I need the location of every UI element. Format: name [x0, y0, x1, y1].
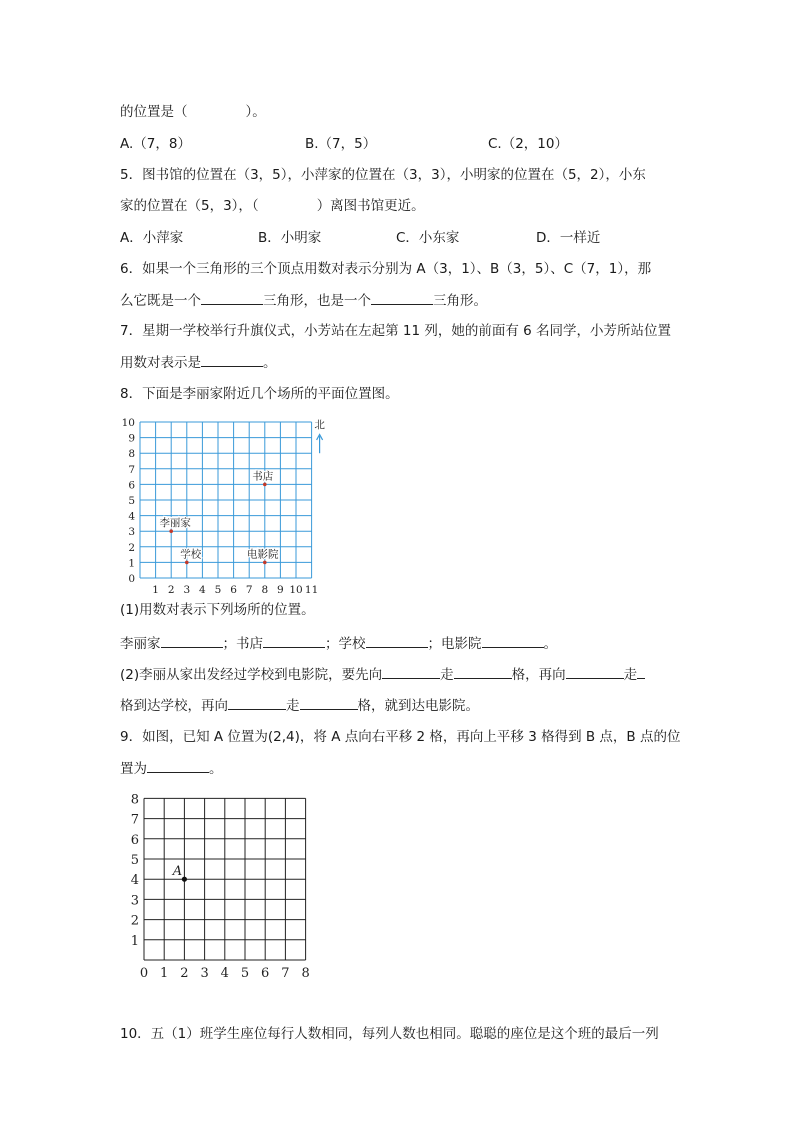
x-tick-label: 0 [139, 966, 149, 980]
x-tick-label: 1 [152, 584, 159, 596]
x-tick-label: 6 [261, 966, 270, 980]
q8-blank-dir-1[interactable] [382, 664, 440, 679]
q5-option-b[interactable]: B．小明家 [258, 230, 322, 246]
q6-line2-b: 三角形，也是一个 [263, 293, 371, 309]
q8-blank-steps-3[interactable] [300, 695, 358, 710]
map-point-label: 李丽家 [159, 517, 191, 530]
q8-sub1: (1)用数对表示下列场所的位置。 [120, 602, 315, 618]
q8-line1: 8．下面是李丽家附近几个场所的平面位置图。 [120, 386, 399, 402]
q8-sub2-text-2: 走 [440, 667, 454, 683]
q9-line1: 9．如图，已知 A 位置为(2,4)，将 A 点向右平移 2 格，再向上平移 3 格得到 B 点，B 点的位 [120, 729, 681, 745]
y-tick-label: 5 [130, 853, 139, 868]
q8-sub2-line1 [120, 664, 645, 685]
x-tick-label: 3 [200, 966, 209, 980]
y-tick-label: 6 [128, 479, 135, 492]
q9-blank[interactable] [147, 758, 209, 773]
x-tick-label: 5 [240, 966, 250, 980]
x-tick-label: 4 [199, 584, 206, 596]
q9-line2 [120, 758, 223, 779]
y-tick-label: 8 [130, 792, 139, 808]
q8-blank-dianyingyuan[interactable] [482, 633, 544, 648]
q8-blank-dir-2[interactable] [566, 664, 624, 679]
q5-line2 [120, 196, 425, 216]
q8-blank-xuexiao[interactable] [366, 633, 428, 648]
q7-line2-b: 。 [263, 355, 277, 371]
x-tick-label: 2 [167, 584, 175, 596]
x-tick-label: 8 [301, 966, 310, 980]
q8-sub2-text-1: (2)李丽从家出发经过学校到电影院，要先向 [120, 667, 383, 683]
q8-blank-shudian[interactable] [263, 633, 325, 648]
map-point-label: 书店 [252, 470, 274, 483]
q5-line2-a: 家的位置在（5，3），（ [120, 198, 259, 214]
q6-line2 [120, 290, 487, 311]
q5-option-d[interactable]: D．一样近 [536, 230, 601, 246]
y-tick-label: 8 [128, 448, 135, 461]
point-a-label: A [172, 864, 183, 880]
y-tick-label: 4 [128, 510, 135, 523]
q8-place-xuexiao: ；学校 [325, 636, 366, 652]
q6-line2-a: 么它既是一个 [120, 293, 201, 309]
north-label: 北 [314, 419, 325, 432]
map-point [185, 561, 189, 565]
q8-sub2-text-7: 格，就到达电影院。 [357, 698, 479, 714]
q6-line2-c: 三角形。 [433, 293, 487, 309]
q4-option-a[interactable]: A.（7，8） [120, 136, 191, 152]
q8-places-end: 。 [543, 636, 557, 652]
x-tick-label: 11 [304, 584, 319, 596]
x-tick-label: 4 [220, 966, 229, 980]
q7-blank[interactable] [201, 352, 263, 367]
y-tick-label: 3 [130, 893, 139, 909]
q7-line2 [120, 352, 277, 373]
x-tick-label: 7 [245, 584, 253, 596]
x-tick-label: 8 [261, 584, 269, 596]
q5-option-a[interactable]: A．小萍家 [120, 230, 184, 246]
q8-blank-steps-2-start[interactable] [637, 664, 645, 679]
y-tick-label: 2 [130, 913, 139, 929]
y-tick-label: 9 [128, 432, 135, 445]
q8-places-line [120, 633, 557, 654]
q6-blank-1[interactable] [201, 290, 263, 305]
q5-line1: 5．图书馆的位置在（3，5），小萍家的位置在（3，3），小明家的位置在（5，2），小东 [120, 167, 646, 183]
q8-sub2-text-3: 格，再向 [511, 667, 566, 683]
q6-line1: 6．如果一个三角形的三个顶点用数对表示分别为 A（3，1）、B（3，5）、C（7，1），那 [120, 261, 652, 277]
q8-place-lilijia: 李丽家 [120, 636, 161, 652]
q4-option-b[interactable]: B.（7，5） [305, 136, 377, 152]
q4-stem [120, 102, 266, 122]
map-point-label: 学校 [180, 548, 202, 561]
y-tick-label: 10 [121, 417, 135, 429]
point-a [182, 877, 187, 882]
y-tick-label: 6 [130, 832, 139, 848]
x-tick-label: 1 [160, 966, 169, 980]
y-tick-label: 4 [130, 873, 139, 889]
x-tick-label: 5 [214, 584, 222, 596]
x-tick-label: 9 [277, 584, 284, 596]
q6-blank-2[interactable] [371, 290, 433, 305]
q8-sub2-text-6: 走 [286, 698, 300, 714]
y-tick-label: 3 [128, 526, 135, 539]
map-point-label: 电影院 [247, 548, 279, 561]
x-tick-label: 6 [230, 584, 237, 596]
q9-coordinate-grid [122, 790, 322, 980]
y-tick-label: 1 [128, 557, 135, 570]
map-point [263, 483, 267, 487]
y-tick-label: 0 [128, 573, 135, 585]
q4-stem-end: ）。 [245, 104, 266, 120]
x-tick-label: 10 [289, 584, 303, 596]
q8-sub2-text-5: 格到达学校，再向 [120, 698, 228, 714]
q5-line2-b: ）离图书馆更近。 [316, 198, 425, 214]
y-tick-label: 7 [130, 812, 139, 828]
map-point [263, 561, 267, 565]
q10-line1: 10．五（1）班学生座位每行人数相同，每列人数也相同。聪聪的座位是这个班的最后一列 [120, 1026, 659, 1042]
y-tick-label: 2 [128, 541, 135, 554]
q8-place-shudian: ；书店 [222, 636, 263, 652]
q9-line2-a: 置为 [120, 761, 147, 777]
q8-place-dianyingyuan: ；电影院 [427, 636, 482, 652]
q4-stem-text: 的位置是（ [120, 104, 188, 120]
y-tick-label: 1 [130, 933, 139, 949]
q8-blank-dir-3[interactable] [228, 695, 286, 710]
x-tick-label: 3 [183, 584, 191, 596]
x-tick-label: 7 [281, 966, 290, 980]
y-tick-label: 7 [128, 463, 135, 476]
q8-location-map [118, 408, 338, 598]
q7-line1: 7．星期一学校举行升旗仪式，小芳站在左起第 11 列，她的前面有 6 名同学，小芳所站位置 [120, 323, 672, 339]
y-tick-label: 5 [128, 495, 135, 507]
q8-sub2-text-4: 走 [623, 667, 638, 683]
q8-sub2-line2 [120, 695, 479, 716]
x-tick-label: 2 [180, 966, 189, 980]
q8-blank-lilijia[interactable] [161, 633, 223, 648]
q9-line2-b: 。 [209, 761, 223, 777]
q5-option-c[interactable]: C．小东家 [396, 230, 460, 246]
q4-option-c[interactable]: C.（2，10） [488, 136, 568, 152]
q7-line2-a: 用数对表示是 [120, 355, 201, 371]
q8-blank-steps-1[interactable] [454, 664, 512, 679]
map-point [169, 529, 173, 533]
